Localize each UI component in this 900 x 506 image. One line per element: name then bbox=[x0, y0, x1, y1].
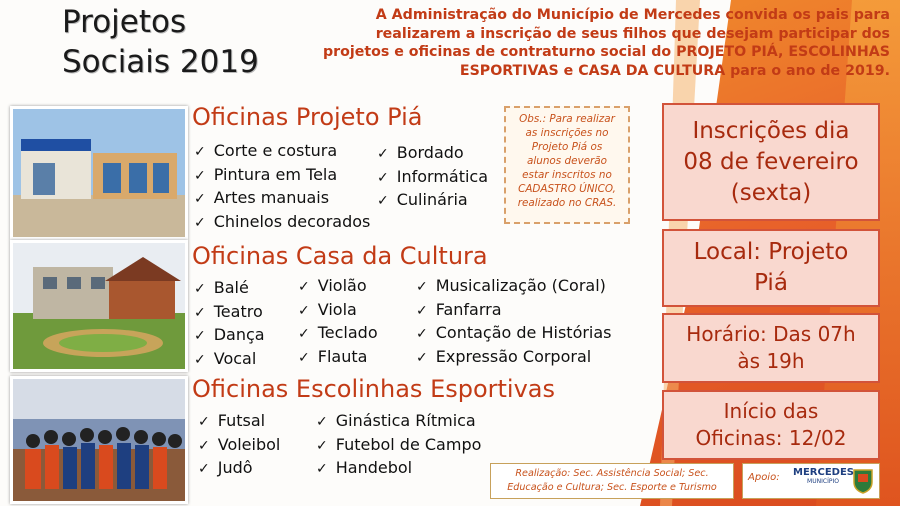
casa-cultura-list-col1 bbox=[194, 277, 265, 371]
list-item: ✓ Pintura em Tela bbox=[194, 164, 370, 188]
realizacao-line: Realização: Sec. Assistência Social; Sec. bbox=[515, 468, 709, 479]
list-item: ✓ Bordado bbox=[377, 142, 488, 166]
obs-line: CADASTRO ÚNICO, bbox=[518, 183, 616, 195]
obs-note bbox=[504, 106, 630, 224]
inicio-line: Oficinas: 12/02 bbox=[695, 426, 847, 450]
horario-box bbox=[662, 313, 880, 383]
intro-line: A Administração do Município de Mercedes convida os pais para bbox=[375, 7, 890, 23]
casa-cultura-list-col2 bbox=[298, 275, 378, 369]
list-item: ✓ Viola bbox=[298, 299, 378, 323]
casa-cultura-list-col3 bbox=[416, 275, 612, 369]
list-item: ✓ Ginástica Rítmica bbox=[316, 410, 481, 434]
obs-line: alunos deverão bbox=[526, 155, 608, 167]
intro-line: ESPORTIVAS e CASA DA CULTURA para o ano de 2019. bbox=[459, 62, 890, 79]
horario-line: Horário: Das 07h bbox=[686, 322, 856, 346]
inicio-line: Início das bbox=[723, 399, 819, 423]
obs-line: realizado no CRAS. bbox=[517, 197, 617, 209]
esportes-list-col1 bbox=[198, 410, 280, 481]
list-item: ✓ Voleibol bbox=[198, 434, 280, 458]
obs-line: estar inscritos no bbox=[522, 169, 612, 181]
inscricoes-line: 08 de fevereiro bbox=[683, 148, 859, 175]
intro-line: projetos e oficinas de contraturno social do PROJETO PIÁ, ESCOLINHAS bbox=[322, 44, 890, 60]
list-item: ✓ Handebol bbox=[316, 457, 481, 481]
realizacao-line: Educação e Cultura; Sec. Esporte e Turismo bbox=[507, 482, 717, 493]
escolinhas-esportivas-photo bbox=[10, 376, 188, 504]
list-item: ✓ Artes manuais bbox=[194, 187, 370, 211]
section-title-projeto-pia: Oficinas Projeto Piá bbox=[192, 103, 423, 131]
list-item: ✓ Teatro bbox=[194, 301, 265, 325]
local-box bbox=[662, 229, 880, 307]
title-line: Sociais 2019 bbox=[62, 44, 259, 80]
projeto-pia-list-col2 bbox=[377, 142, 488, 213]
list-item: ✓ Flauta bbox=[298, 346, 378, 370]
list-item: ✓ Contação de Histórias bbox=[416, 322, 612, 346]
list-item: ✓ Judô bbox=[198, 457, 280, 481]
section-title-escolinhas-esportivas: Oficinas Escolinhas Esportivas bbox=[192, 375, 556, 403]
list-item: ✓ Culinária bbox=[377, 189, 488, 213]
list-item: ✓ Violão bbox=[298, 275, 378, 299]
list-item: ✓ Futebol de Campo bbox=[316, 434, 481, 458]
section-title-casa-da-cultura: Oficinas Casa da Cultura bbox=[192, 242, 488, 270]
list-item: ✓ Informática bbox=[377, 166, 488, 190]
list-item: ✓ Vocal bbox=[194, 348, 265, 372]
inicio-box bbox=[662, 390, 880, 460]
intro-line: realizarem a inscrição de seus filhos que desejam participar dos bbox=[375, 25, 890, 42]
logo-sub: MUNICÍPIO bbox=[807, 478, 839, 485]
list-item: ✓ Fanfarra bbox=[416, 299, 612, 323]
crest-icon bbox=[853, 468, 873, 494]
mercedes-logo bbox=[793, 467, 853, 485]
projeto-pia-building-photo bbox=[10, 106, 188, 240]
list-item: ✓ Teclado bbox=[298, 322, 378, 346]
page-title bbox=[62, 2, 259, 82]
local-line: Piá bbox=[754, 270, 788, 296]
esportes-list-col2 bbox=[316, 410, 481, 481]
horario-line: às 19h bbox=[737, 349, 805, 373]
inscricoes-line: Inscrições dia bbox=[692, 117, 850, 144]
list-item: ✓ Balé bbox=[194, 277, 265, 301]
logo-name: MERCEDES bbox=[793, 467, 854, 478]
intro-text bbox=[290, 6, 890, 80]
list-item: ✓ Chinelos decorados bbox=[194, 211, 370, 235]
inscricoes-box bbox=[662, 103, 880, 221]
list-item: ✓ Futsal bbox=[198, 410, 280, 434]
casa-da-cultura-photo bbox=[10, 240, 188, 372]
projeto-pia-list-col1 bbox=[194, 140, 370, 234]
list-item: ✓ Expressão Corporal bbox=[416, 346, 612, 370]
list-item: ✓ Musicalização (Coral) bbox=[416, 275, 612, 299]
obs-line: Projeto Piá os bbox=[531, 141, 603, 153]
apoio-label: Apoio: bbox=[748, 472, 780, 483]
obs-line: as inscrições no bbox=[525, 127, 609, 139]
local-line: Local: Projeto bbox=[693, 239, 849, 265]
obs-line: Obs.: Para realizar bbox=[519, 113, 615, 125]
list-item: ✓ Corte e costura bbox=[194, 140, 370, 164]
list-item: ✓ Dança bbox=[194, 324, 265, 348]
title-line: Projetos bbox=[62, 4, 187, 40]
realizacao-box bbox=[490, 463, 734, 499]
inscricoes-line: (sexta) bbox=[730, 179, 812, 206]
apoio-box bbox=[742, 463, 880, 499]
